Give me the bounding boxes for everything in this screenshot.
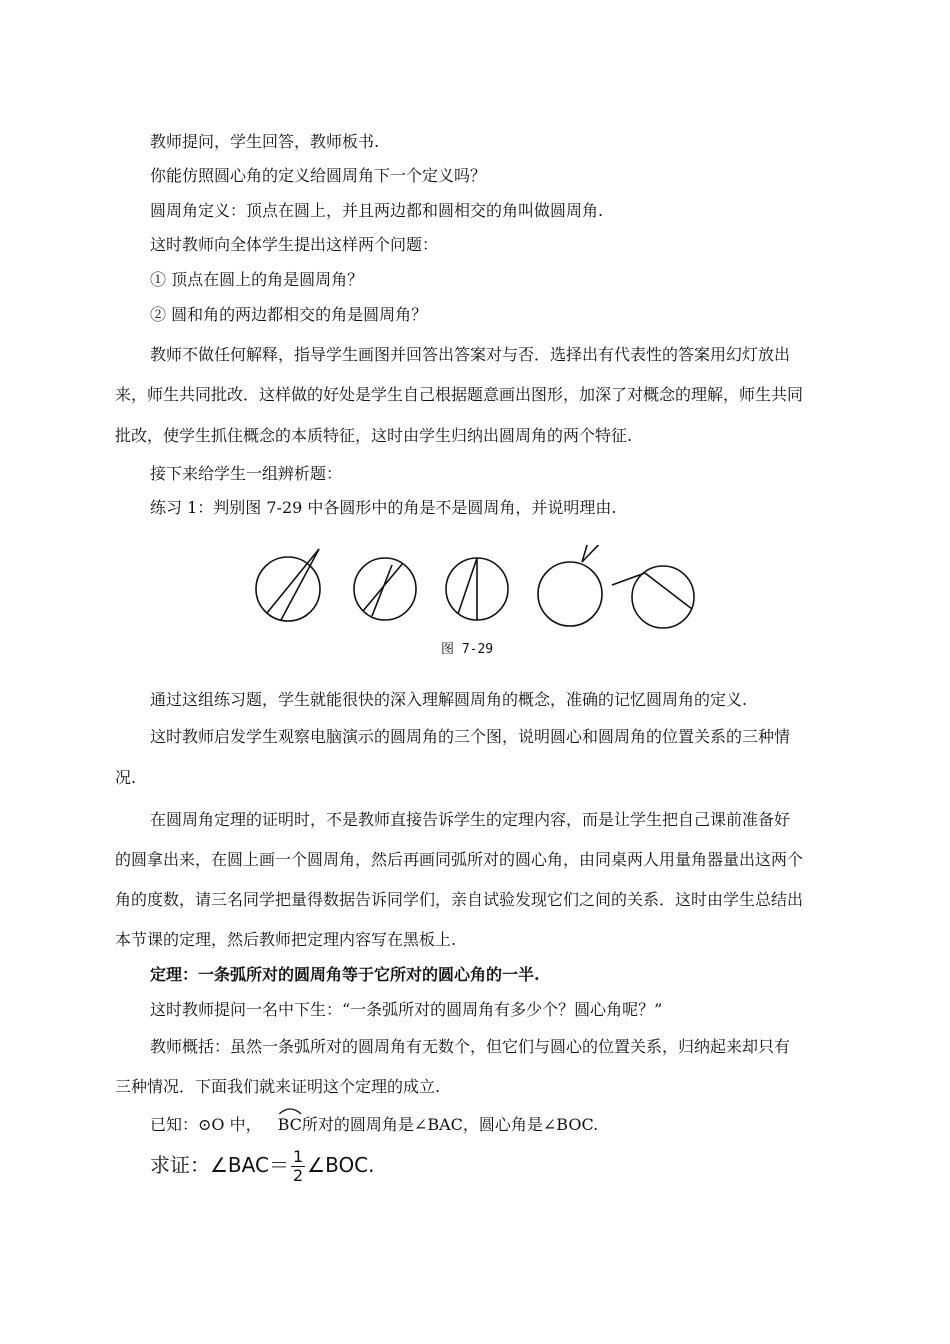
paragraph-two-questions: 这时教师向全体学生提出这样两个问题：: [150, 235, 439, 254]
paragraph-demo-line-2: 况.: [115, 768, 137, 787]
theorem-statement: 定理：一条弧所对的圆周角等于它所对的圆心角的一半.: [150, 965, 540, 984]
circle-5-chord: [645, 573, 692, 609]
circle-5: [632, 566, 694, 628]
paragraph-exercise-1: 练习 1：判别图 7-29 中各圆形中的角是不是圆周角，并说明理由.: [150, 498, 617, 517]
question-one: ① 顶点在圆上的角是圆周角？: [150, 270, 364, 289]
question-two: ② 圆和角的两边都相交的角是圆周角？: [150, 305, 428, 324]
given-suffix: 所对的圆周角是∠BAC，圆心角是∠BOC.: [301, 1115, 599, 1134]
paragraph-explanation-line-3: 批改，使学生抓住概念的本质特征，这时由学生归纳出圆周角的两个特征.: [115, 426, 633, 445]
given-prefix: 已知：⊙O 中，: [150, 1115, 262, 1134]
paragraph-summary-line-2: 三种情况．下面我们就来证明这个定理的成立.: [115, 1077, 441, 1096]
arc-symbol-icon: [278, 1107, 302, 1115]
circle-1-chord-a: [267, 549, 319, 613]
circle-3-chord: [458, 558, 477, 614]
paragraph-proof-activity-line-2: 的圆拿出来，在圆上画一个圆周角，然后再画同弧所对的圆心角，由同桌两人用量角器量出这两个: [115, 850, 804, 869]
paragraph-define-question: 你能仿照圆心角的定义给圆周角下一个定义吗？: [150, 166, 487, 185]
paragraph-proof-activity-line-1: 在圆周角定理的证明时，不是教师直接告诉学生的定理内容，而是让学生把自己课前准备好: [150, 810, 791, 829]
prove-prefix: 求证：∠BAC＝: [150, 1153, 289, 1177]
circle-5-outer-ray: [612, 573, 645, 585]
prove-statement: [150, 1148, 375, 1185]
paragraph-teacher-asks: 这时教师提问一名中下生：“一条弧所对的圆周角有多少个？圆心角呢？”: [150, 1000, 663, 1019]
paragraph-demo-line-1: 这时教师启发学生观察电脑演示的圆周角的三个图，说明圆心和圆周角的位置关系的三种情: [150, 727, 791, 746]
paragraph-proof-activity-line-3: 角的度数，请三名同学把量得数据告诉同学们，亲自试验发现它们之间的关系．这时由学生总结出: [115, 890, 804, 909]
arc-bc: [278, 1115, 302, 1135]
given-statement: [150, 1115, 598, 1135]
figure-caption: 图 7-29: [441, 642, 494, 657]
paragraph-practice-summary: 通过这组练习题，学生就能很快的深入理解圆周角的概念，准确的记忆圆周角的定义.: [150, 690, 748, 709]
paragraph-teacher-question: 教师提问，学生回答，教师板书.: [150, 132, 380, 151]
paragraph-proof-activity-line-4: 本节课的定理，然后教师把定理内容写在黑板上.: [115, 930, 457, 949]
arc-label: BC: [277, 1115, 302, 1134]
circle-2-chord-b: [372, 565, 392, 616]
paragraph-explanation-line-2: 来，师生共同批改．这样做的好处是学生自己根据题意画出图形，加深了对概念的理解，师生共同: [115, 385, 804, 404]
paragraph-definition: 圆周角定义：顶点在圆上，并且两边都和圆相交的角叫做圆周角.: [150, 201, 604, 220]
prove-suffix: ∠BOC.: [307, 1153, 375, 1177]
fraction-numerator: 1: [292, 1147, 304, 1166]
paragraph-explanation-line-1: 教师不做任何解释，指导学生画图并回答出答案对与否．选择出有代表性的答案用幻灯放出: [150, 345, 791, 364]
circle-4: [538, 562, 602, 626]
fraction-one-half: [291, 1148, 305, 1185]
paragraph-summary-line-1: 教师概括：虽然一条弧所对的圆周角有无数个，但它们与圆心的位置关系，归纳起来却只有: [150, 1037, 791, 1056]
paragraph-exercise-intro: 接下来给学生一组辨析题：: [150, 464, 343, 483]
fraction-denominator: 2: [292, 1166, 304, 1185]
